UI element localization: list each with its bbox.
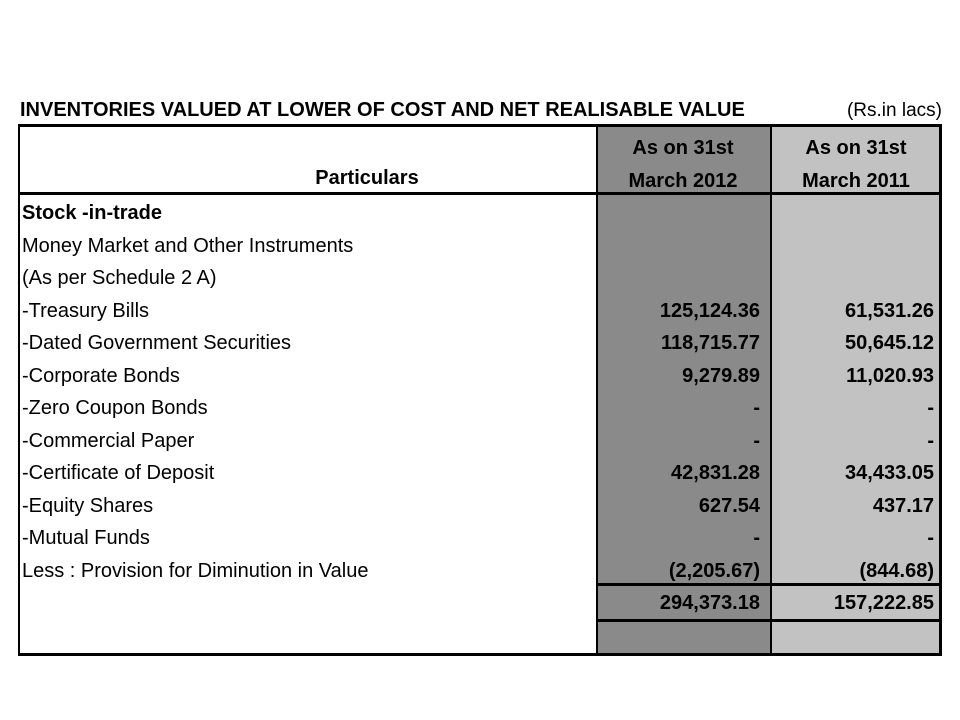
total-march-2012: 294,373.18: [659, 592, 760, 614]
row-value-march-2011: -: [927, 397, 934, 419]
header-march-2012-line-1: As on 31st: [632, 137, 734, 159]
total-top-rule: [596, 583, 942, 586]
row-value-march-2012: 118,715.77: [661, 332, 760, 354]
row-value-march-2012: 125,124.36: [659, 299, 760, 322]
row-label: -Mutual Funds: [22, 527, 150, 549]
row-value-march-2012: 9,279.89: [682, 364, 760, 387]
row-label: -Commercial Paper: [22, 429, 195, 452]
table-row: [18, 426, 942, 458]
row-label: -Treasury Bills: [22, 299, 150, 322]
table-row: [18, 491, 942, 523]
row-value-march-2011: 34,433.05: [845, 462, 934, 484]
row-value-march-2011: 437.17: [872, 494, 934, 517]
header-divider: [18, 192, 942, 195]
header-march-2011-line-2: March 2011: [802, 170, 910, 192]
bottom-border: [18, 653, 942, 656]
row-value-march-2011: 50,645.12: [845, 332, 934, 354]
row-value-march-2012: 627.54: [698, 494, 760, 517]
row-label: Money Market and Other Instruments: [22, 234, 354, 257]
row-value-march-2012: -: [753, 397, 760, 419]
table-title: INVENTORIES VALUED AT LOWER OF COST AND NET REALISABLE VALUE: [20, 99, 745, 121]
row-label: -Equity Shares: [22, 494, 154, 517]
total-row: [18, 588, 942, 620]
header-march-2012: [596, 132, 770, 198]
table-row: [18, 328, 942, 360]
table-row: [18, 393, 942, 425]
header-march-2011-line-1: As on 31st: [805, 137, 907, 159]
table-row: [18, 296, 942, 328]
table-row: [18, 231, 942, 263]
inventory-table: [18, 95, 942, 656]
table-row: [18, 458, 942, 490]
row-value-march-2012: -: [753, 527, 760, 549]
row-value-march-2011: -: [927, 429, 934, 452]
row-value-march-2012: (2,205.67): [668, 559, 760, 582]
title-row: [18, 95, 942, 127]
total-bottom-rule: [596, 619, 942, 622]
row-value-march-2012: 42,831.28: [671, 462, 760, 484]
row-value-march-2012: -: [753, 429, 760, 452]
header-march-2012-line-2: March 2012: [628, 170, 738, 192]
header-particulars: Particulars: [315, 167, 419, 189]
row-label: -Zero Coupon Bonds: [22, 397, 208, 419]
header-march-2011: [770, 132, 942, 198]
table-row: [18, 361, 942, 393]
table-row: [18, 198, 942, 230]
units-label: (Rs.in lacs): [846, 100, 942, 121]
row-value-march-2011: (844.68): [859, 559, 934, 582]
row-label: (As per Schedule 2 A): [22, 267, 217, 289]
total-march-2011: 157,222.85: [833, 592, 934, 614]
table-row: [18, 523, 942, 555]
row-label: -Corporate Bonds: [22, 364, 180, 387]
table-row: [18, 263, 942, 295]
row-label: -Dated Government Securities: [22, 332, 292, 354]
row-value-march-2011: 61,531.26: [845, 299, 934, 322]
row-label: Stock -in-trade: [22, 202, 163, 224]
row-label: -Certificate of Deposit: [22, 462, 215, 484]
row-label: Less : Provision for Diminution in Value: [22, 559, 369, 582]
row-value-march-2011: 11,020.93: [846, 364, 934, 387]
row-value-march-2011: -: [927, 527, 934, 549]
